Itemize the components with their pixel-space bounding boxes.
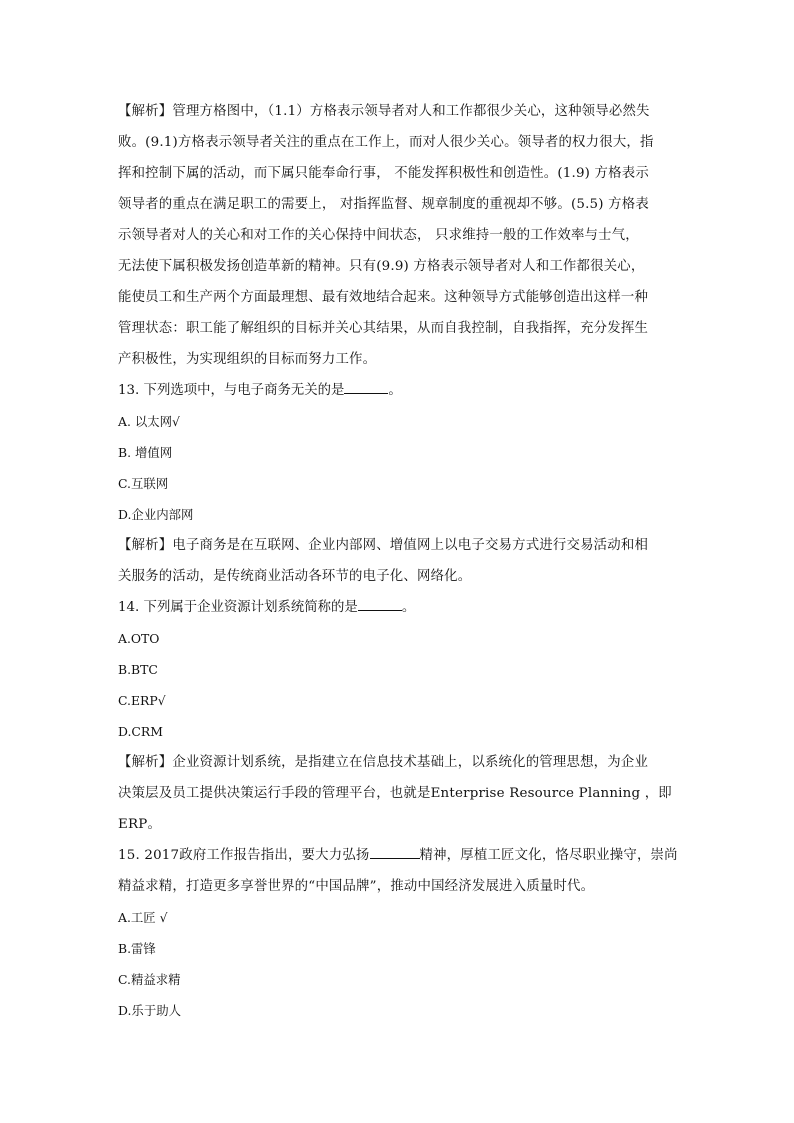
text-line: ERP。 [118,817,162,832]
question-15-option-d: D.乐于助人 [118,1003,181,1018]
question-14-text: 14. 下列属于企业资源计划系统简称的是 [118,600,358,615]
text-line: 无法使下属积极发扬创造革新的精神。只有(9.9) 方格表示领导者对人和工作都很关心， [118,259,645,274]
text-line: 决策层及员工提供决策运行手段的管理平台，也就是Enterprise Resource Planning ，即 [118,786,672,801]
question-15-option-a: A.工匠 √ [118,910,168,925]
question-14-option-d: D.CRM [118,724,163,739]
text-line [118,840,676,871]
text-line: 管理状态：职工能了解组织的目标并关心其结果，从而自我控制，自我指挥，充分发挥生 [118,321,649,336]
text-line: 领导者的重点在满足职工的需要上， 对指挥监督、规章制度的重视却不够。(5.5) 方格表 [118,197,649,212]
question-15-text: 15. 2017政府工作报告指出，要大力弘扬 [118,848,370,863]
text-line: 【解析】企业资源计划系统，是指建立在信息技术基础上，以系统化的管理思想，为企业 [118,755,649,770]
answer-blank [358,595,402,611]
question-15-stem [118,840,676,902]
question-13-stem [118,375,676,406]
text-line: 【解析】电子商务是在互联网、企业内部网、增值网上以电子交易方式进行交易活动和相 [118,538,649,553]
text-line: 产积极性，为实现组织的目标而努力工作。 [118,352,377,367]
text-line: 挥和控制下属的活动，而下属只能奉命行事， 不能发挥积极性和创造性。(1.9) 方格表示 [118,166,649,181]
question-14-option-b: B.BTC [118,662,158,677]
question-13-option-d: D.企业内部网 [118,507,194,522]
question-14-analysis [118,747,676,840]
text-line: 败。(9.1)方格表示领导者关注的重点在工作上，而对人很少关心。领导者的权力很大，指 [118,135,654,150]
question-14-end: 。 [401,600,416,615]
document-page [118,96,676,1026]
question-13-end: 。 [388,383,402,398]
question-13-option-b: B. 增值网 [118,445,173,460]
question-15-text-cont: 精神，厚植工匠文化，恪尽职业操守，崇尚 [419,848,678,863]
question-13-analysis [118,530,676,592]
question-15-option-c: C.精益求精 [118,972,181,987]
text-line: 精益求精，打造更多享誉世界的“中国品牌”，推动中国经济发展进入质量时代。 [118,879,595,894]
text-line: 【解析】管理方格图中，（1.1）方格表示领导者对人和工作都很少关心，这种领导必然失 [118,104,650,119]
analysis-grid-paragraph [118,96,676,375]
question-13-text: 13. 下列选项中，与电子商务无关的是 [118,383,345,398]
question-14-option-c: C.ERP√ [118,693,166,708]
question-13-option-a: A. 以太网√ [118,414,180,429]
answer-blank [370,843,420,859]
question-14-stem [118,592,676,623]
question-13-option-c: C.互联网 [118,476,169,491]
text-line: 关服务的活动，是传统商业活动各环节的电子化、网络化。 [118,569,472,584]
question-14-option-a: A.OTO [118,631,160,646]
question-15-option-b: B.雷锋 [118,941,156,956]
text-line: 示领导者对人的关心和对工作的关心保持中间状态， 只求维持一般的工作效率与士气， [118,228,639,243]
answer-blank [344,378,388,394]
text-line: 能使员工和生产两个方面最理想、最有效地结合起来。这种领导方式能够创造出这样一种 [118,290,649,305]
